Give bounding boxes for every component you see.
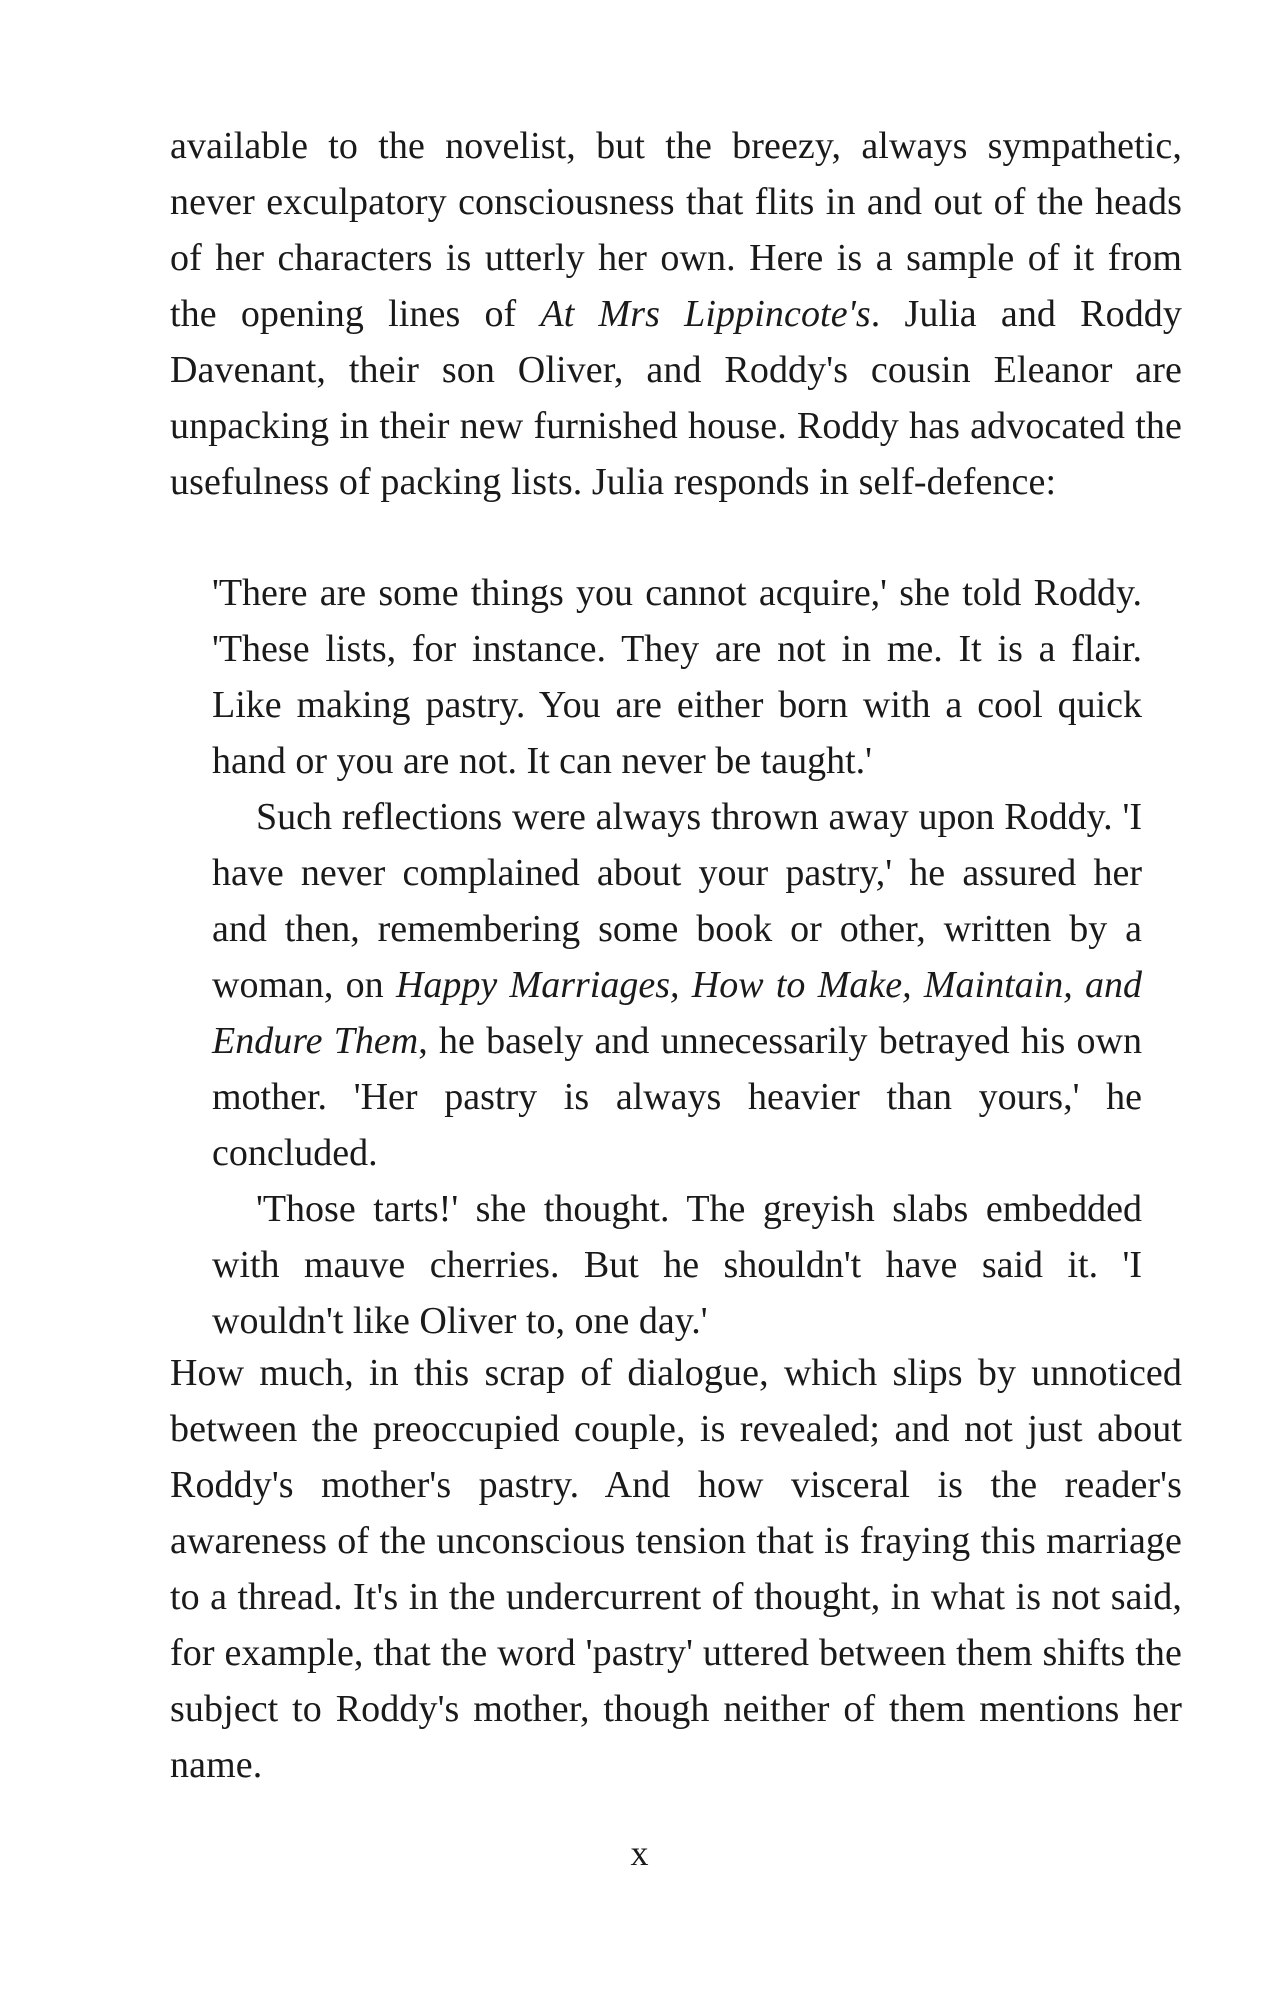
quote-paragraph-2-end: , he basely and unnecessarily betrayed his own mother. 'Her pastry is always heavier than yours,' he concluded. [212, 1020, 1142, 1174]
quote-paragraph-2-start: Such reflections were always thrown away upon Roddy. 'I have never complained about your pastry,' he assured her and then, remembering some book or other, written by a woman, on [212, 796, 1142, 1006]
body-paragraph-1 [170, 118, 1182, 510]
paragraph-1-text-end: . Julia and Roddy Davenant, their son Oliver, and Roddy's cousin Eleanor are unpacking in their new furnished house. Roddy has advocated the usefulness of packing lists. Julia responds in self-defence: [170, 293, 1182, 503]
body-paragraph-2: How much, in this scrap of dialogue, which slips by unnoticed between the preoccupied couple, is revealed; and not just about Roddy's mother's pastry. And how visceral is the reader's awareness of the unconscious tension that is fraying this marriage to a thread. It's in the undercurrent of thought, in what is not said, for example, that the word 'pastry' uttered between them shifts the subject to Roddy's mother, though neither of them mentions her name. [170, 1352, 1182, 1786]
quote-paragraph-1: 'There are some things you cannot acquire,' she told Roddy. 'These lists, for instance. They are not in me. It is a flair. Like making pastry. You are either born with a cool quick hand or you are not. It can never be taught.' [212, 572, 1142, 782]
book-title-italic: At Mrs Lippincote's [540, 293, 871, 335]
quote-paragraph-3: 'Those tarts!' she thought. The greyish slabs embedded with mauve cherries. But he shouldn't have said it. 'I wouldn't like Oliver to, one day.' [212, 1188, 1142, 1342]
quote-paragraph-2 [212, 789, 1142, 1181]
paragraph-1-text-start: available to the novelist, but the breezy, always sympathetic, never exculpatory consciousness that flits in and out of the heads of her characters is utterly her own. Here is a sample of it from the opening lines of [170, 125, 1182, 335]
block-quote [212, 565, 1142, 1349]
page-number: x [630, 1833, 649, 1873]
quote-book-title-italic: Happy Marriages, How to Make, Maintain, and Endure Them [212, 964, 1142, 1062]
